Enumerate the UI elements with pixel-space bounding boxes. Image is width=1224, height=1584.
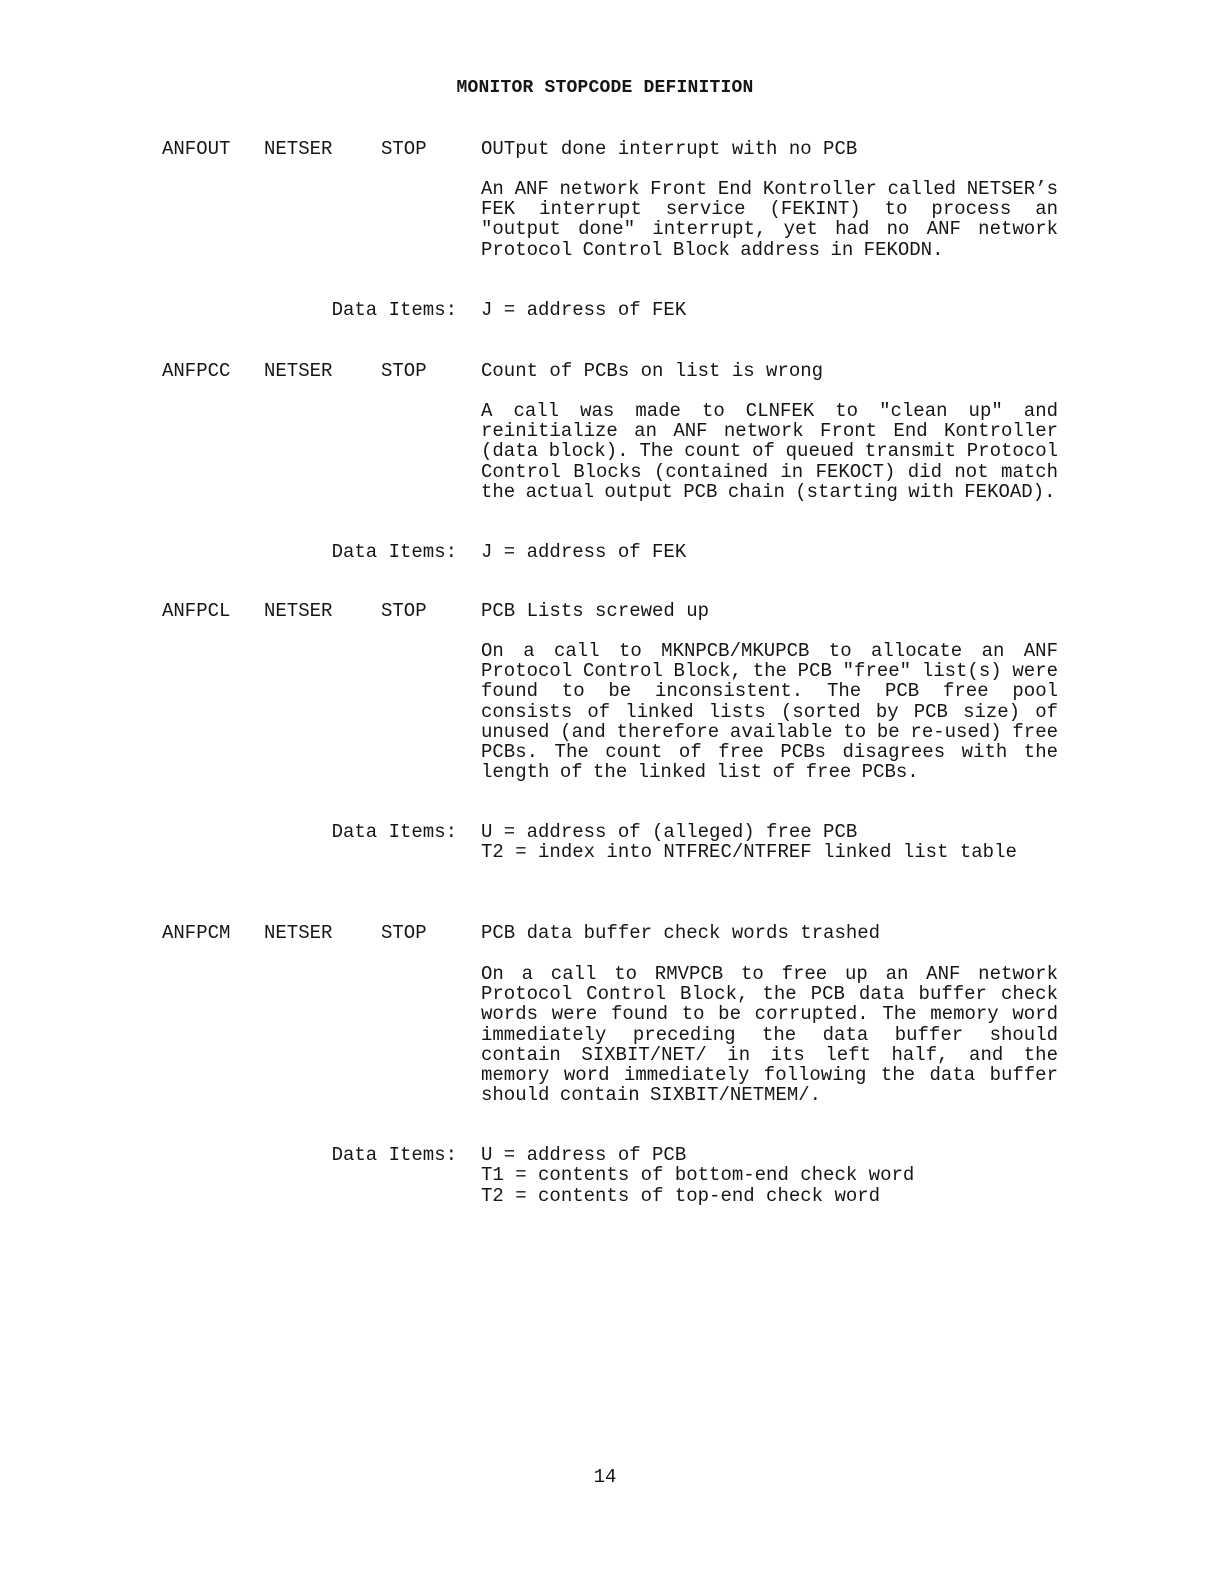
data-items-label: Data Items: — [331, 299, 457, 321]
stopcode-name: ANFPCM — [162, 922, 231, 944]
data-items-label: Data Items: — [331, 541, 457, 563]
data-item: J = address of FEK — [481, 541, 687, 563]
stopcode-name: ANFPCL — [162, 600, 231, 622]
data-item: U = address of (alleged) free PCB — [481, 821, 858, 843]
stopcode-description: On a call to MKNPCB/MKUPCB to allocate an ANF Protocol Control Block, the PCB "free" list(s) were found to be inconsistent. The PCB free pool consists of linked lists (sorted by PCB size) of unused (and therefore available to be re-used) free PCBs. The count of free PCBs disagrees with the length of the linked list of free PCBs. — [481, 640, 1058, 784]
stopcode-description: A call was made to CLNFEK to "clean up" and reinitialize an ANF network Front End Kontroller (data block). The count of queued transmit Protocol Control Blocks (contained in FEKOCT) did not match the actual output PCB chain (starting with FEKOAD). — [481, 400, 1058, 503]
stopcode-module: NETSER — [264, 600, 333, 622]
data-items-list — [481, 822, 1058, 863]
data-items-list — [481, 300, 1058, 320]
data-item: T1 = contents of bottom-end check word — [481, 1164, 915, 1187]
stopcode-type: STOP — [381, 922, 427, 944]
stopcode-name: ANFPCC — [162, 360, 231, 382]
stopcode-module: NETSER — [264, 360, 333, 382]
page-title: MONITOR STOPCODE DEFINITION — [456, 78, 754, 98]
data-items-label: Data Items: — [331, 821, 457, 843]
data-item: J = address of FEK — [481, 299, 687, 321]
data-items-label: Data Items: — [331, 1144, 457, 1166]
data-items-list — [481, 1145, 1058, 1206]
data-item: U = address of PCB — [481, 1144, 687, 1166]
data-items-list — [481, 542, 1058, 562]
data-item: T2 = index into NTFREC/NTFREF linked list table — [481, 841, 1017, 864]
stopcode-type: STOP — [381, 360, 427, 382]
stopcode-summary: OUTput done interrupt with no PCB — [481, 138, 858, 160]
stopcode-summary: PCB Lists screwed up — [481, 600, 710, 622]
stopcode-name: ANFOUT — [162, 138, 231, 160]
stopcode-module: NETSER — [264, 922, 333, 944]
stopcode-type: STOP — [381, 138, 427, 160]
stopcode-module: NETSER — [264, 138, 333, 160]
stopcode-description: On a call to RMVPCB to free up an ANF network Protocol Control Block, the PCB data buffer check words were found to be corrupted. The memory word immediately preceding the data buffer should contain SIXBIT/NET/ in its left half, and the memory word immediately following the data buffer should contain SIXBIT/NETMEM/. — [481, 963, 1058, 1107]
page-number: 14 — [593, 1466, 617, 1488]
stopcode-type: STOP — [381, 600, 427, 622]
stopcode-summary: Count of PCBs on list is wrong — [481, 360, 824, 382]
data-item: T2 = contents of top-end check word — [481, 1184, 881, 1207]
stopcode-summary: PCB data buffer check words trashed — [481, 922, 881, 944]
stopcode-description: An ANF network Front End Kontroller called NETSER’s FEK interrupt service (FEKINT) to process an "output done" interrupt, yet had no ANF network Protocol Control Block address in FEKODN. — [481, 178, 1058, 261]
